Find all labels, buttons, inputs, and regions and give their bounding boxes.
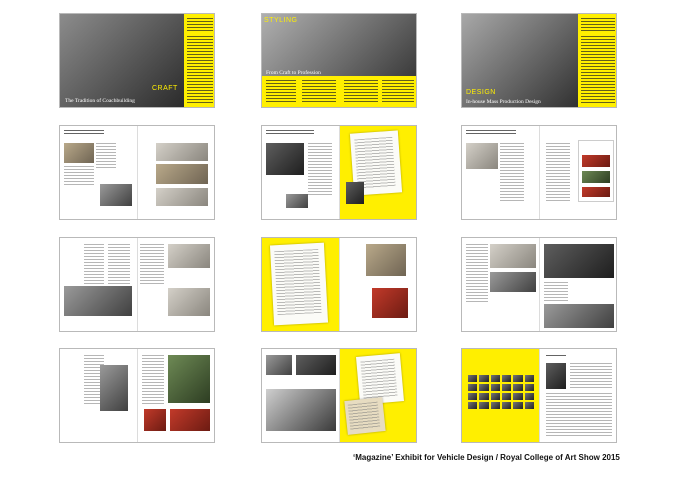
bio-heading	[546, 355, 566, 358]
group-photo	[544, 304, 614, 328]
vintage-car-photo-2	[170, 409, 210, 431]
workshop-photo	[100, 365, 128, 411]
article-text-2	[544, 282, 568, 302]
car-photo-2	[296, 355, 336, 375]
page-header	[266, 130, 314, 134]
styling-text-4	[382, 80, 414, 104]
ad-car-1	[582, 155, 610, 167]
ad-car-2	[582, 171, 610, 183]
bio-text-1	[570, 363, 612, 389]
car-photo-2	[64, 286, 132, 316]
spread-race-cars	[59, 348, 215, 443]
bio-portrait	[546, 363, 566, 389]
quote-text	[581, 18, 615, 32]
telegram-document	[344, 397, 385, 435]
spread-studio	[461, 237, 617, 332]
spread-letter-2	[261, 237, 417, 332]
race-car-photo	[168, 355, 210, 403]
article-text-1	[84, 244, 104, 284]
article-text	[308, 143, 332, 195]
designer-photo	[466, 143, 498, 169]
section-subtitle: In-house Mass Production Design	[466, 99, 541, 105]
article-text-2	[142, 355, 164, 405]
studio-photo-3	[544, 244, 614, 278]
article-text-2	[546, 143, 570, 203]
spread-styling	[261, 13, 417, 108]
bio-text-2	[546, 393, 612, 437]
article-text-3	[140, 244, 164, 284]
styling-text-3	[344, 80, 378, 104]
workshop-photo	[60, 14, 184, 108]
quote-text	[187, 18, 213, 32]
body-text	[581, 36, 615, 104]
studio-photo-2	[490, 272, 536, 292]
car-photo-1	[266, 355, 292, 375]
article-text-2	[64, 166, 94, 186]
section-word: CRAFT	[152, 85, 178, 92]
section-subtitle: The Tradition of Coachbuilding	[65, 98, 135, 104]
section-word: DESIGN	[466, 89, 496, 96]
spread-letter-3	[261, 348, 417, 443]
article-text-1	[500, 143, 524, 203]
thumbnail-grid	[468, 375, 534, 409]
spread-coachbuilding	[59, 125, 215, 220]
spread-biography	[461, 348, 617, 443]
spread-interview	[461, 125, 617, 220]
car-photo-1	[168, 244, 210, 268]
body-text	[187, 36, 213, 104]
illustration-photo	[372, 288, 408, 318]
sketch-photo	[366, 244, 406, 276]
portrait-photo	[266, 143, 304, 175]
page-header	[64, 130, 104, 134]
spread-design	[461, 13, 617, 108]
signature-photo	[346, 182, 364, 204]
article-text-1	[466, 244, 488, 304]
spread-letter-1	[261, 125, 417, 220]
page-header	[466, 130, 516, 134]
section-word: STYLING	[264, 17, 298, 24]
exhibit-caption: ‘Magazine’ Exhibit for Vehicle Design / Royal College of Art Show 2015	[353, 453, 620, 462]
article-text-1	[96, 143, 116, 169]
spread-craft	[59, 13, 215, 108]
section-subtitle: From Craft to Profession	[266, 70, 321, 76]
spread-article-cars	[59, 237, 215, 332]
styling-text-2	[302, 80, 336, 104]
ad-car-3	[582, 187, 610, 197]
drawing-photo	[156, 164, 208, 184]
small-photo	[286, 194, 308, 208]
sketch-photo	[156, 143, 208, 161]
car-photo-3	[168, 288, 210, 316]
vintage-car-photo-1	[144, 409, 166, 431]
carriage-photo	[64, 143, 94, 163]
letter-document	[270, 243, 328, 326]
studio-photo-1	[490, 244, 536, 268]
article-text-2	[108, 244, 130, 284]
factory-photo	[100, 184, 132, 206]
car-photo-3	[266, 389, 336, 431]
car-print-photo	[156, 188, 208, 206]
styling-text-1	[266, 80, 296, 104]
advertisement	[578, 140, 614, 202]
